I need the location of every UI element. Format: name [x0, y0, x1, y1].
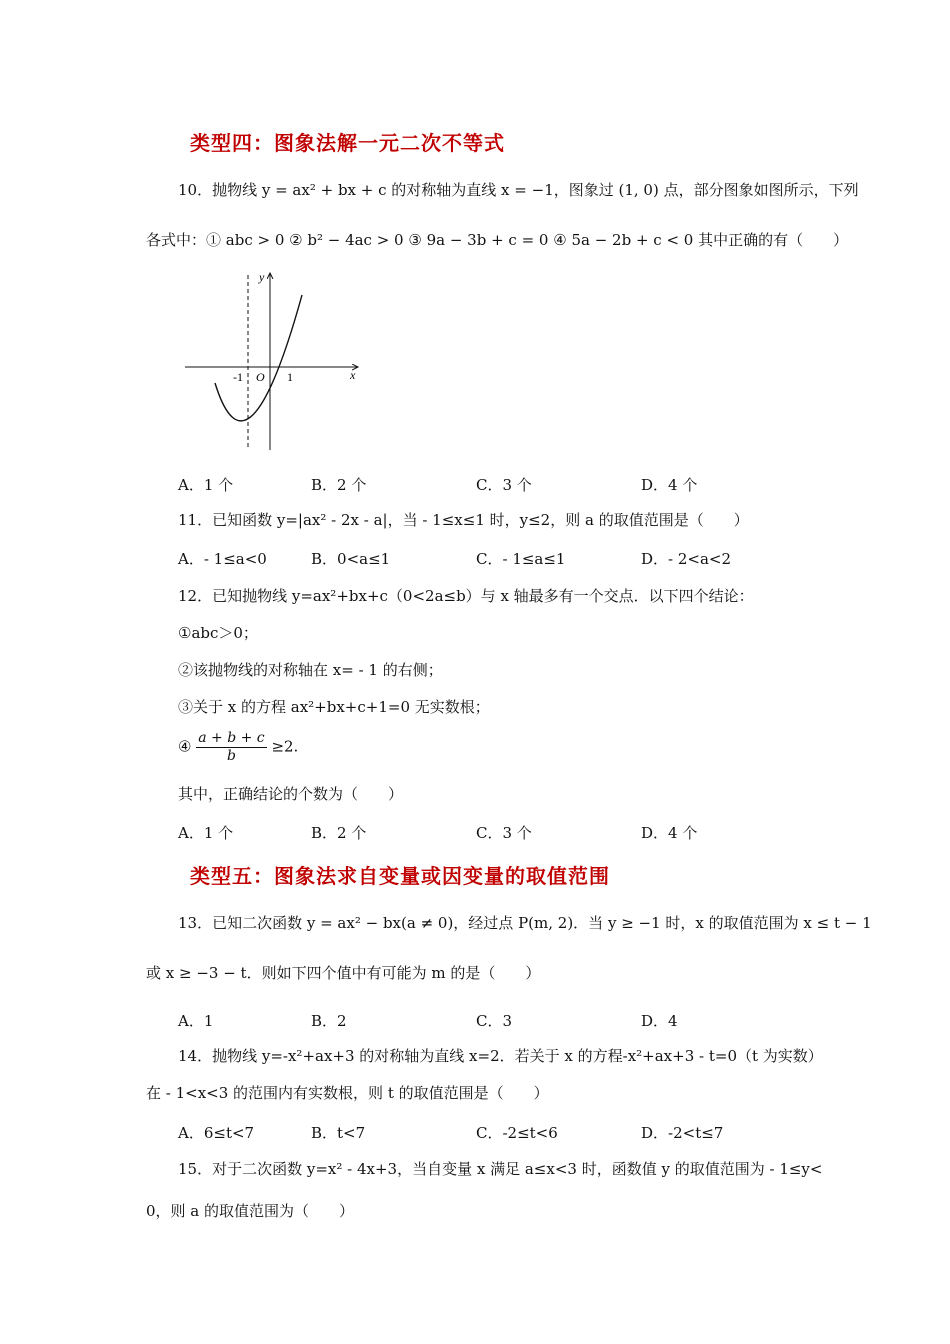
q15-line2: 0，则 a 的取值范围为（ ） [146, 1202, 355, 1220]
q15-line1: 15．对于二次函数 y=x² - 4x+3，当自变量 x 满足 a≤x<3 时，函数值 y 的取值范围为 - 1≤y< [178, 1160, 823, 1178]
y-axis-label: y [259, 270, 265, 284]
q14-line1: 14．抛物线 y=-x²+ax+3 的对称轴为直线 x=2．若关于 x 的方程-x²+ax+3 - t=0（t 为实数） [178, 1047, 823, 1065]
x-axis-label: x [350, 368, 356, 382]
q12-c4-tail: ≥2. [271, 737, 299, 756]
q14-option-d: D．-2<t≤7 [641, 1124, 724, 1142]
q10-option-d: D．4 个 [641, 476, 698, 494]
section-heading-type4: 类型四：图象法解一元二次不等式 [190, 131, 505, 155]
q10-line2: 各式中：① abc > 0 ② b² − 4ac > 0 ③ 9a − 3b + c = 0 ④ 5a − 2b + c < 0 其中正确的有（ ） [146, 231, 849, 249]
q12-question: 其中，正确结论的个数为（ ） [178, 785, 404, 803]
q10-option-a: A．1 个 [178, 476, 234, 494]
fraction-denominator: b [226, 748, 236, 764]
q12-c4-fraction [196, 730, 266, 765]
q11-option-a: A．- 1≤a<0 [178, 550, 267, 568]
q13-option-b: B．2 [311, 1012, 347, 1030]
origin-label: O [256, 370, 265, 384]
q12-option-b: B．2 个 [311, 824, 367, 842]
q10-line1: 10．抛物线 y = ax² + bx + c 的对称轴为直线 x = −1，图象过 (1, 0) 点，部分图象如图所示，下列 [178, 181, 859, 199]
q10-option-b: B．2 个 [311, 476, 367, 494]
tick-label-neg1: -1 [233, 370, 243, 384]
q12-option-d: D．4 个 [641, 824, 698, 842]
q11-option-d: D．- 2<a<2 [641, 550, 732, 568]
tick-label-1: 1 [287, 370, 293, 384]
q12-conclusion-4 [178, 730, 298, 765]
q11-text: 11．已知函数 y=|ax² - 2x - a|，当 - 1≤x≤1 时，y≤2，则 a 的取值范围是（ ） [178, 511, 749, 529]
q12-option-c: C．3 个 [476, 824, 532, 842]
q14-option-b: B．t<7 [311, 1124, 366, 1142]
q13-option-d: D．4 [641, 1012, 678, 1030]
q13-line1: 13．已知二次函数 y = ax² − bx(a ≠ 0)，经过点 P(m, 2)．当 y ≥ −1 时，x 的取值范围为 x ≤ t − 1 [178, 914, 872, 932]
q13-option-a: A．1 [178, 1012, 214, 1030]
q14-option-a: A．6≤t<7 [178, 1124, 255, 1142]
q12-option-a: A．1 个 [178, 824, 234, 842]
q10-option-c: C．3 个 [476, 476, 532, 494]
fraction-numerator: a + b + c [198, 730, 265, 746]
q12-conclusion-1: ①abc＞0； [178, 624, 258, 642]
q10-parabola-graph [180, 265, 370, 455]
parabola-curve [215, 295, 302, 421]
q14-option-c: C．-2≤t<6 [476, 1124, 558, 1142]
q13-line2: 或 x ≥ −3 − t．则如下四个值中有可能为 m 的是（ ） [146, 964, 541, 982]
q13-option-c: C．3 [476, 1012, 513, 1030]
q12-conclusion-3: ③关于 x 的方程 ax²+bx+c+1=0 无实数根； [178, 698, 490, 716]
q11-option-c: C．- 1≤a≤1 [476, 550, 566, 568]
q12-conclusion-2: ②该抛物线的对称轴在 x= - 1 的右侧； [178, 661, 443, 679]
q14-line2: 在 - 1<x<3 的范围内有实数根，则 t 的取值范围是（ ） [146, 1084, 549, 1102]
q12-text: 12．已知抛物线 y=ax²+bx+c（0<2a≤b）与 x 轴最多有一个交点．以下四个结论： [178, 587, 754, 605]
q12-c4-mark: ④ [178, 737, 192, 756]
q11-option-b: B．0<a≤1 [311, 550, 391, 568]
section-heading-type5: 类型五：图象法求自变量或因变量的取值范围 [190, 864, 610, 888]
